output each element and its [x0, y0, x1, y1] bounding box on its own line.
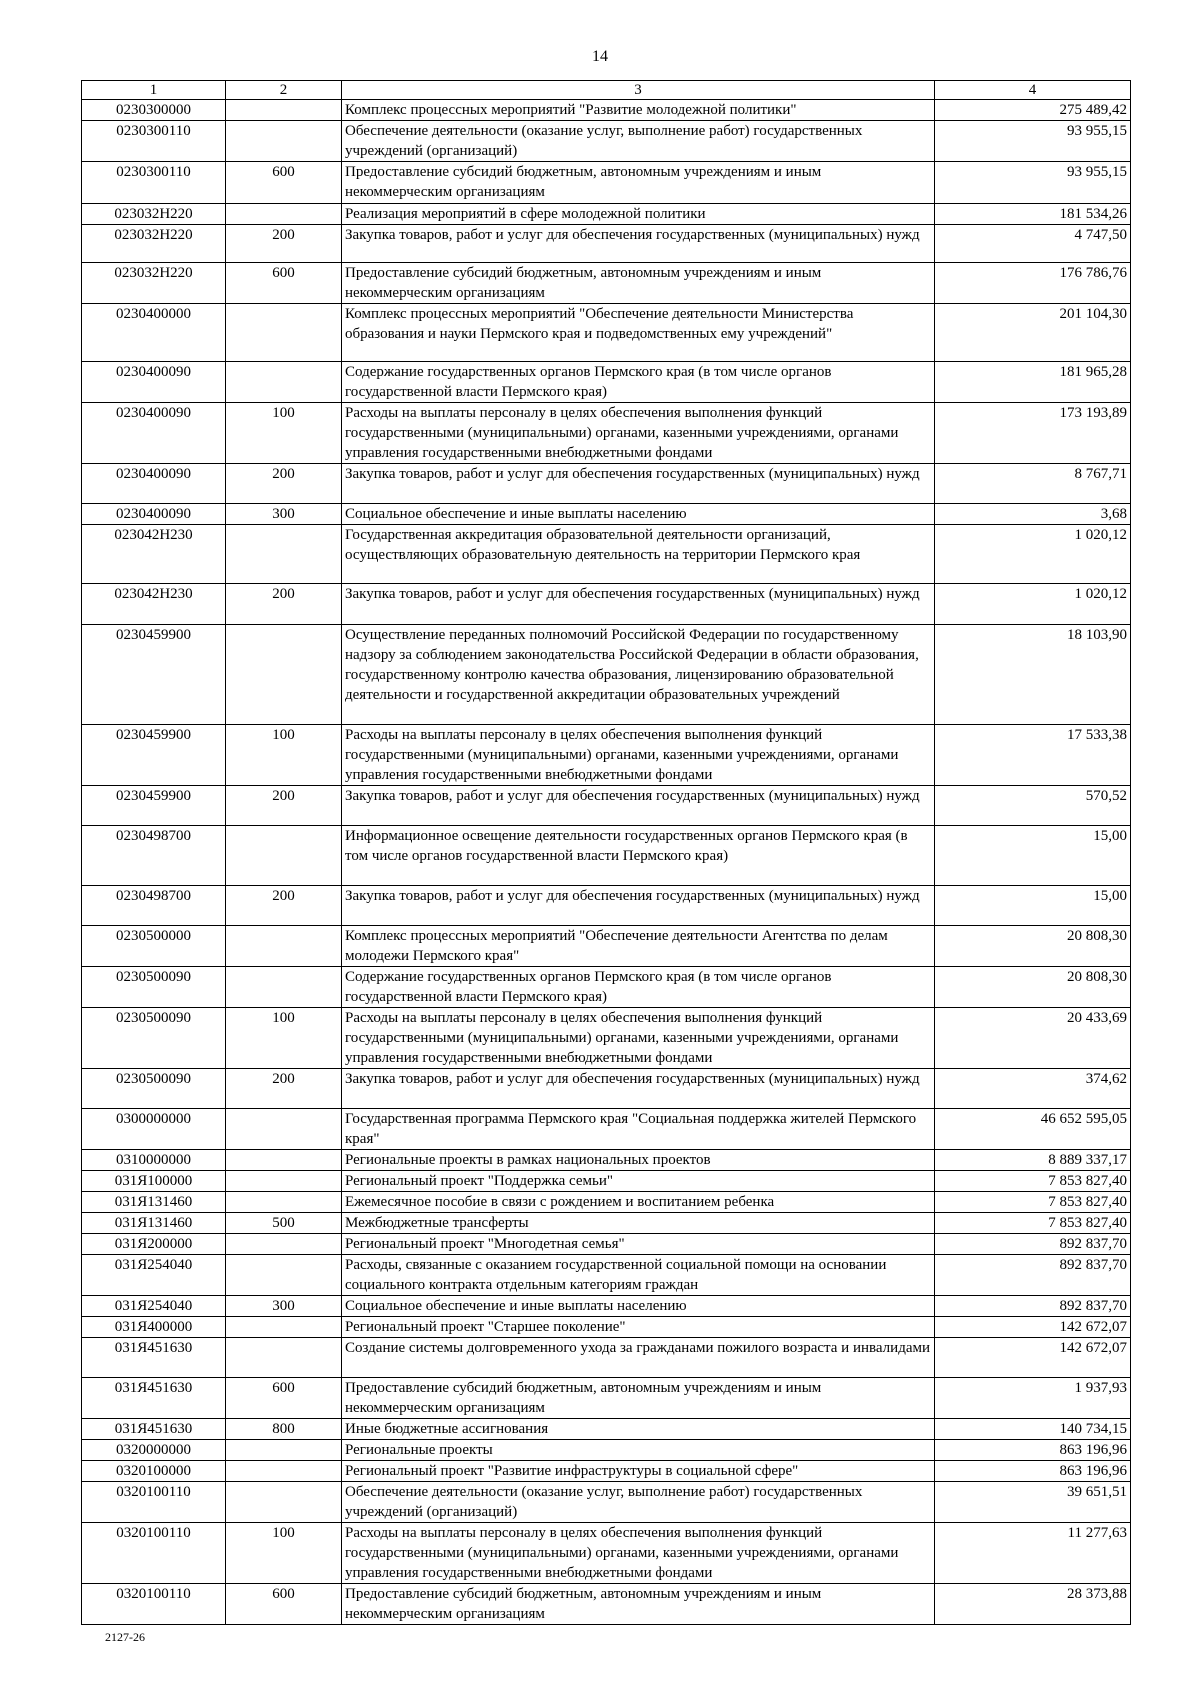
row-name-cell: Региональные проекты — [342, 1440, 935, 1461]
table-row — [82, 1069, 1131, 1109]
row-name-cell: Осуществление переданных полномочий Российской Федерации по государственному надзору за соблюдением законодательства Российской Федерации в области образования, государственному контролю качества образования, лицензированию образовательной деятельности и государственной аккредитации образовательных учреждений — [342, 625, 935, 725]
table-row — [82, 1440, 1131, 1461]
row-code-cell: 023032Н220 — [82, 204, 226, 225]
row-amount-cell: 93 955,15 — [935, 121, 1131, 162]
table-row — [82, 926, 1131, 967]
row-code-cell: 031Я254040 — [82, 1296, 226, 1317]
row-amount-cell: 142 672,07 — [935, 1338, 1131, 1378]
row-name-cell: Обеспечение деятельности (оказание услуг, выполнение работ) государственных учреждений (организаций) — [342, 121, 935, 162]
row-name-cell: Закупка товаров, работ и услуг для обеспечения государственных (муниципальных) нужд — [342, 786, 935, 826]
row-name-cell: Социальное обеспечение и иные выплаты населению — [342, 504, 935, 525]
row-amount-cell: 18 103,90 — [935, 625, 1131, 725]
document-code: 2127-26 — [105, 1630, 145, 1644]
row-code-cell: 031Я451630 — [82, 1419, 226, 1440]
row-amount-cell: 7 853 827,40 — [935, 1213, 1131, 1234]
row-name-cell: Закупка товаров, работ и услуг для обеспечения государственных (муниципальных) нужд — [342, 1069, 935, 1109]
table-row — [82, 886, 1131, 926]
row-amount-cell: 140 734,15 — [935, 1419, 1131, 1440]
row-name-cell: Предоставление субсидий бюджетным, автономным учреждениям и иным некоммерческим организациям — [342, 162, 935, 204]
row-expense-type-cell — [226, 1440, 342, 1461]
row-amount-cell: 28 373,88 — [935, 1584, 1131, 1625]
row-code-cell: 0230300110 — [82, 162, 226, 204]
row-name-cell: Закупка товаров, работ и услуг для обеспечения государственных (муниципальных) нужд — [342, 886, 935, 926]
table-row — [82, 1109, 1131, 1150]
row-code-cell: 023042Н230 — [82, 525, 226, 584]
row-expense-type-cell: 200 — [226, 786, 342, 826]
row-code-cell: 0230459900 — [82, 725, 226, 786]
row-expense-type-cell — [226, 1482, 342, 1523]
row-amount-cell: 3,68 — [935, 504, 1131, 525]
row-expense-type-cell — [226, 1192, 342, 1213]
row-code-cell: 0320000000 — [82, 1440, 226, 1461]
table-row — [82, 1255, 1131, 1296]
row-name-cell: Предоставление субсидий бюджетным, автономным учреждениям и иным некоммерческим организациям — [342, 263, 935, 304]
row-code-cell: 023042Н230 — [82, 584, 226, 625]
row-code-cell: 0230400090 — [82, 464, 226, 504]
row-name-cell: Государственная аккредитация образовательной деятельности организаций, осуществляющих образовательную деятельность на территории Пермского края — [342, 525, 935, 584]
column-header-4: 4 — [935, 81, 1131, 100]
row-amount-cell: 892 837,70 — [935, 1255, 1131, 1296]
column-header-2: 2 — [226, 81, 342, 100]
row-expense-type-cell: 200 — [226, 886, 342, 926]
table-row — [82, 1419, 1131, 1440]
row-amount-cell: 15,00 — [935, 886, 1131, 926]
row-code-cell: 0230400000 — [82, 304, 226, 362]
row-amount-cell: 570,52 — [935, 786, 1131, 826]
row-code-cell: 0320100000 — [82, 1461, 226, 1482]
row-amount-cell: 8 889 337,17 — [935, 1150, 1131, 1171]
row-code-cell: 0230498700 — [82, 826, 226, 886]
table-row — [82, 204, 1131, 225]
row-code-cell: 031Я451630 — [82, 1378, 226, 1419]
row-amount-cell: 173 193,89 — [935, 403, 1131, 464]
table-row — [82, 304, 1131, 362]
table-row — [82, 403, 1131, 464]
table-row — [82, 1461, 1131, 1482]
row-amount-cell: 892 837,70 — [935, 1296, 1131, 1317]
table-row — [82, 162, 1131, 204]
row-code-cell: 031Я200000 — [82, 1234, 226, 1255]
table-header-row — [82, 81, 1131, 100]
row-expense-type-cell — [226, 826, 342, 886]
row-name-cell: Комплекс процессных мероприятий "Обеспечение деятельности Министерства образования и науки Пермского края и подведомственных ему учреждений" — [342, 304, 935, 362]
row-amount-cell: 176 786,76 — [935, 263, 1131, 304]
row-expense-type-cell — [226, 1317, 342, 1338]
row-code-cell: 023032Н220 — [82, 263, 226, 304]
row-code-cell: 0230500090 — [82, 1008, 226, 1069]
row-expense-type-cell: 800 — [226, 1419, 342, 1440]
row-expense-type-cell — [226, 525, 342, 584]
row-name-cell: Содержание государственных органов Пермского края (в том числе органов государственной власти Пермского края) — [342, 362, 935, 403]
table-row — [82, 1482, 1131, 1523]
row-code-cell: 031Я131460 — [82, 1213, 226, 1234]
row-expense-type-cell: 600 — [226, 263, 342, 304]
row-expense-type-cell — [226, 362, 342, 403]
table-row — [82, 1192, 1131, 1213]
table-row — [82, 100, 1131, 121]
table-row — [82, 584, 1131, 625]
row-amount-cell: 1 020,12 — [935, 525, 1131, 584]
row-code-cell: 031Я254040 — [82, 1255, 226, 1296]
row-name-cell: Региональный проект "Многодетная семья" — [342, 1234, 935, 1255]
row-name-cell: Предоставление субсидий бюджетным, автономным учреждениям и иным некоммерческим организациям — [342, 1378, 935, 1419]
row-name-cell: Расходы на выплаты персоналу в целях обеспечения выполнения функций государственными (муниципальными) органами, казенными учреждениями, органами управления государственными внебюджетными фондами — [342, 1523, 935, 1584]
row-expense-type-cell: 100 — [226, 403, 342, 464]
row-expense-type-cell: 600 — [226, 1584, 342, 1625]
row-expense-type-cell: 200 — [226, 464, 342, 504]
row-code-cell: 0230400090 — [82, 362, 226, 403]
row-expense-type-cell — [226, 1109, 342, 1150]
row-expense-type-cell: 200 — [226, 584, 342, 625]
row-amount-cell: 8 767,71 — [935, 464, 1131, 504]
row-expense-type-cell — [226, 204, 342, 225]
row-expense-type-cell — [226, 1338, 342, 1378]
table-row — [82, 826, 1131, 886]
table-row — [82, 1150, 1131, 1171]
row-expense-type-cell — [226, 304, 342, 362]
row-amount-cell: 181 965,28 — [935, 362, 1131, 403]
row-expense-type-cell: 100 — [226, 1523, 342, 1584]
table-row — [82, 225, 1131, 263]
row-amount-cell: 374,62 — [935, 1069, 1131, 1109]
row-expense-type-cell — [226, 625, 342, 725]
row-amount-cell: 1 020,12 — [935, 584, 1131, 625]
row-code-cell: 0230400090 — [82, 403, 226, 464]
table-row — [82, 1584, 1131, 1625]
row-name-cell: Региональный проект "Развитие инфраструктуры в социальной сфере" — [342, 1461, 935, 1482]
page-number: 14 — [592, 48, 608, 65]
row-amount-cell: 4 747,50 — [935, 225, 1131, 263]
table-row — [82, 625, 1131, 725]
table-row — [82, 362, 1131, 403]
table-row — [82, 786, 1131, 826]
row-name-cell: Региональный проект "Поддержка семьи" — [342, 1171, 935, 1192]
table-row — [82, 1523, 1131, 1584]
row-code-cell: 0230498700 — [82, 886, 226, 926]
row-amount-cell: 863 196,96 — [935, 1440, 1131, 1461]
row-name-cell: Создание системы долговременного ухода за гражданами пожилого возраста и инвалидами — [342, 1338, 935, 1378]
row-amount-cell: 863 196,96 — [935, 1461, 1131, 1482]
column-header-3: 3 — [342, 81, 935, 100]
row-expense-type-cell: 600 — [226, 1378, 342, 1419]
row-amount-cell: 20 433,69 — [935, 1008, 1131, 1069]
row-expense-type-cell — [226, 100, 342, 121]
row-expense-type-cell: 200 — [226, 225, 342, 263]
row-expense-type-cell: 100 — [226, 725, 342, 786]
row-expense-type-cell: 500 — [226, 1213, 342, 1234]
table-row — [82, 1234, 1131, 1255]
row-amount-cell: 39 651,51 — [935, 1482, 1131, 1523]
budget-table — [81, 80, 1131, 1625]
row-expense-type-cell — [226, 1171, 342, 1192]
row-expense-type-cell — [226, 1255, 342, 1296]
row-name-cell: Государственная программа Пермского края "Социальная поддержка жителей Пермского края" — [342, 1109, 935, 1150]
row-name-cell: Информационное освещение деятельности государственных органов Пермского края (в том числе органов государственной власти Пермского края) — [342, 826, 935, 886]
row-amount-cell: 7 853 827,40 — [935, 1171, 1131, 1192]
row-code-cell: 0230300110 — [82, 121, 226, 162]
row-expense-type-cell: 200 — [226, 1069, 342, 1109]
row-amount-cell: 20 808,30 — [935, 926, 1131, 967]
row-amount-cell: 46 652 595,05 — [935, 1109, 1131, 1150]
row-name-cell: Расходы на выплаты персоналу в целях обеспечения выполнения функций государственными (муниципальными) органами, казенными учреждениями, органами управления государственными внебюджетными фондами — [342, 725, 935, 786]
row-code-cell: 031Я100000 — [82, 1171, 226, 1192]
row-amount-cell: 142 672,07 — [935, 1317, 1131, 1338]
table-row — [82, 1378, 1131, 1419]
row-expense-type-cell — [226, 1461, 342, 1482]
table-row — [82, 504, 1131, 525]
row-code-cell: 0230459900 — [82, 786, 226, 826]
row-code-cell: 0230500000 — [82, 926, 226, 967]
row-expense-type-cell — [226, 967, 342, 1008]
row-code-cell: 023032Н220 — [82, 225, 226, 263]
row-name-cell: Комплекс процессных мероприятий "Развитие молодежной политики" — [342, 100, 935, 121]
row-amount-cell: 7 853 827,40 — [935, 1192, 1131, 1213]
row-code-cell: 031Я131460 — [82, 1192, 226, 1213]
row-amount-cell: 892 837,70 — [935, 1234, 1131, 1255]
row-name-cell: Закупка товаров, работ и услуг для обеспечения государственных (муниципальных) нужд — [342, 225, 935, 263]
row-name-cell: Региональный проект "Старшее поколение" — [342, 1317, 935, 1338]
row-code-cell: 031Я451630 — [82, 1338, 226, 1378]
row-expense-type-cell: 300 — [226, 504, 342, 525]
row-code-cell: 0230500090 — [82, 967, 226, 1008]
table-row — [82, 967, 1131, 1008]
table-row — [82, 1008, 1131, 1069]
row-name-cell: Расходы на выплаты персоналу в целях обеспечения выполнения функций государственными (муниципальными) органами, казенными учреждениями, органами управления государственными внебюджетными фондами — [342, 1008, 935, 1069]
row-amount-cell: 275 489,42 — [935, 100, 1131, 121]
row-name-cell: Реализация мероприятий в сфере молодежной политики — [342, 204, 935, 225]
row-amount-cell: 17 533,38 — [935, 725, 1131, 786]
row-code-cell: 0230459900 — [82, 625, 226, 725]
row-expense-type-cell — [226, 121, 342, 162]
row-name-cell: Расходы, связанные с оказанием государственной социальной помощи на основании социального контракта отдельным категориям граждан — [342, 1255, 935, 1296]
row-name-cell: Межбюджетные трансферты — [342, 1213, 935, 1234]
row-name-cell: Обеспечение деятельности (оказание услуг, выполнение работ) государственных учреждений (организаций) — [342, 1482, 935, 1523]
row-code-cell: 0230500090 — [82, 1069, 226, 1109]
row-amount-cell: 201 104,30 — [935, 304, 1131, 362]
row-amount-cell: 181 534,26 — [935, 204, 1131, 225]
row-expense-type-cell — [226, 1150, 342, 1171]
row-amount-cell: 11 277,63 — [935, 1523, 1131, 1584]
row-amount-cell: 20 808,30 — [935, 967, 1131, 1008]
row-expense-type-cell — [226, 926, 342, 967]
row-amount-cell: 1 937,93 — [935, 1378, 1131, 1419]
row-amount-cell: 15,00 — [935, 826, 1131, 886]
row-name-cell: Комплекс процессных мероприятий "Обеспечение деятельности Агентства по делам молодежи Пермского края" — [342, 926, 935, 967]
row-code-cell: 0320100110 — [82, 1523, 226, 1584]
row-name-cell: Предоставление субсидий бюджетным, автономным учреждениям и иным некоммерческим организациям — [342, 1584, 935, 1625]
row-name-cell: Ежемесячное пособие в связи с рождением и воспитанием ребенка — [342, 1192, 935, 1213]
table-row — [82, 1317, 1131, 1338]
table-row — [82, 1213, 1131, 1234]
row-code-cell: 0320100110 — [82, 1584, 226, 1625]
table-row — [82, 1338, 1131, 1378]
row-code-cell: 0320100110 — [82, 1482, 226, 1523]
table-row — [82, 725, 1131, 786]
row-code-cell: 0310000000 — [82, 1150, 226, 1171]
column-header-1: 1 — [82, 81, 226, 100]
table-row — [82, 464, 1131, 504]
table-row — [82, 1171, 1131, 1192]
row-code-cell: 0230300000 — [82, 100, 226, 121]
row-code-cell: 0300000000 — [82, 1109, 226, 1150]
row-name-cell: Расходы на выплаты персоналу в целях обеспечения выполнения функций государственными (муниципальными) органами, казенными учреждениями, органами управления государственными внебюджетными фондами — [342, 403, 935, 464]
table-row — [82, 1296, 1131, 1317]
row-name-cell: Социальное обеспечение и иные выплаты населению — [342, 1296, 935, 1317]
table-row — [82, 121, 1131, 162]
row-code-cell: 0230400090 — [82, 504, 226, 525]
row-name-cell: Закупка товаров, работ и услуг для обеспечения государственных (муниципальных) нужд — [342, 584, 935, 625]
row-name-cell: Региональные проекты в рамках национальных проектов — [342, 1150, 935, 1171]
row-name-cell: Иные бюджетные ассигнования — [342, 1419, 935, 1440]
row-expense-type-cell: 100 — [226, 1008, 342, 1069]
row-expense-type-cell — [226, 1234, 342, 1255]
table-row — [82, 263, 1131, 304]
row-name-cell: Содержание государственных органов Пермского края (в том числе органов государственной власти Пермского края) — [342, 967, 935, 1008]
row-code-cell: 031Я400000 — [82, 1317, 226, 1338]
row-name-cell: Закупка товаров, работ и услуг для обеспечения государственных (муниципальных) нужд — [342, 464, 935, 504]
row-expense-type-cell: 300 — [226, 1296, 342, 1317]
row-amount-cell: 93 955,15 — [935, 162, 1131, 204]
row-expense-type-cell: 600 — [226, 162, 342, 204]
table-row — [82, 525, 1131, 584]
